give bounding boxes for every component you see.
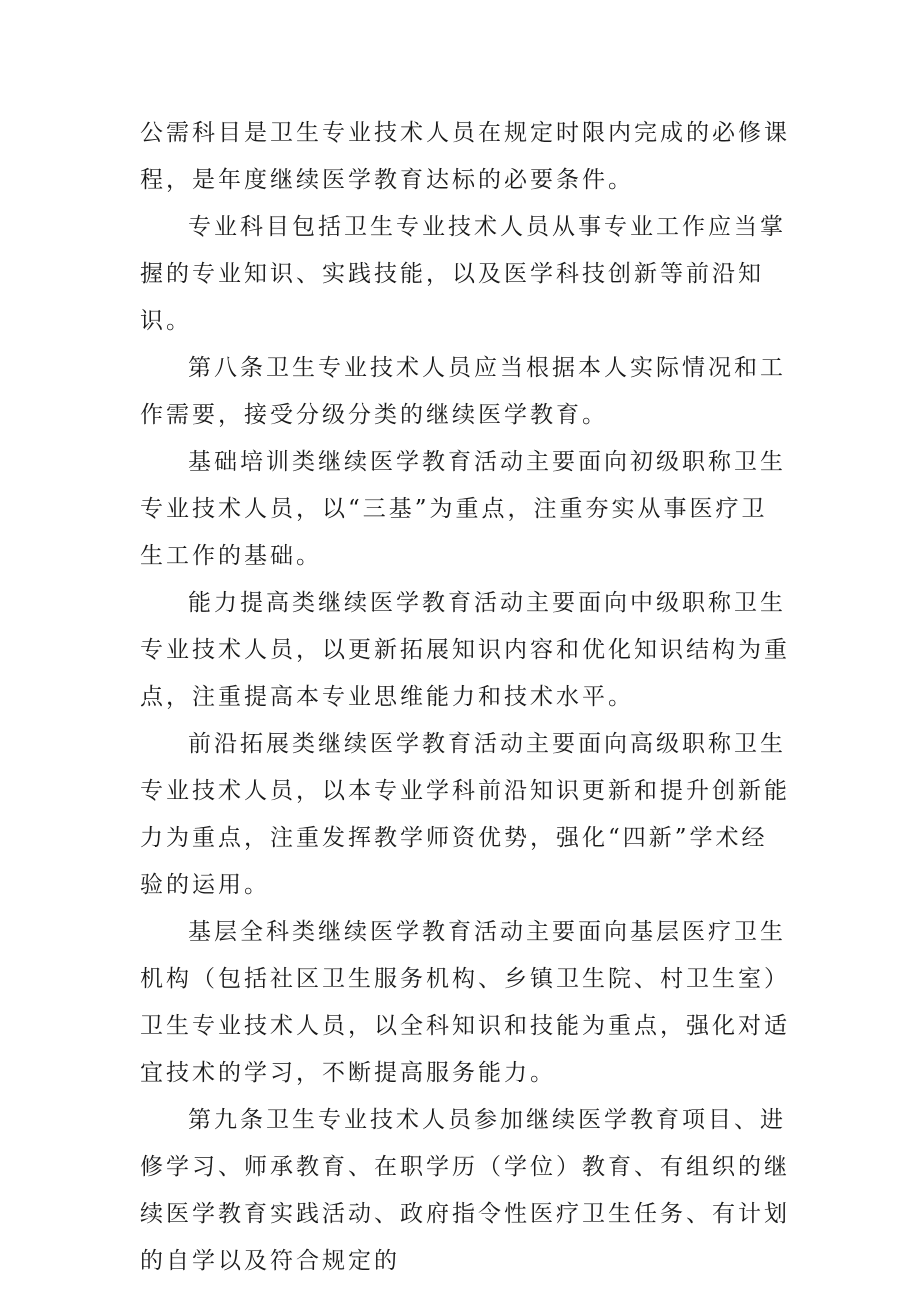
paragraph-article-8: 第八条卫生专业技术人员应当根据本人实际情况和工作需要，接受分级分类的继续医学教育。 [140, 355, 786, 428]
paragraph-ability-improvement: 能力提高类继续医学教育活动主要面向中级职称卫生专业技术人员，以更新拓展知识内容和优化知识结构为重点，注重提高本专业思维能力和技术水平。 [140, 590, 790, 710]
document-body [140, 110, 790, 1285]
paragraph-article-9: 第九条卫生专业技术人员参加继续医学教育项目、进修学习、师承教育、在职学历（学位）教育、有组织的继续医学教育实践活动、政府指令性医疗卫生任务、有计划的自学以及符合规定的 [140, 1107, 790, 1274]
paragraph-public-subjects: 公需科目是卫生专业技术人员在规定时限内完成的必修课程，是年度继续医学教育达标的必要条件。 [140, 120, 790, 193]
paragraph-frontier-expansion: 前沿拓展类继续医学教育活动主要面向高级职称卫生专业技术人员，以本专业学科前沿知识更新和提升创新能力为重点，注重发挥教学师资优势，强化“四新”学术经验的运用。 [140, 731, 790, 898]
paragraph-primary-general: 基层全科类继续医学教育活动主要面向基层医疗卫生机构（包括社区卫生服务机构、乡镇卫生院、村卫生室）卫生专业技术人员，以全科知识和技能为重点，强化对适宜技术的学习，不断提高服务能力。 [140, 919, 790, 1086]
paragraph-basic-training: 基础培训类继续医学教育活动主要面向初级职称卫生专业技术人员，以“三基”为重点，注重夯实从事医疗卫生工作的基础。 [140, 449, 786, 569]
paragraph-professional-subjects: 专业科目包括卫生专业技术人员从事专业工作应当掌握的专业知识、实践技能，以及医学科技创新等前沿知识。 [140, 214, 786, 334]
